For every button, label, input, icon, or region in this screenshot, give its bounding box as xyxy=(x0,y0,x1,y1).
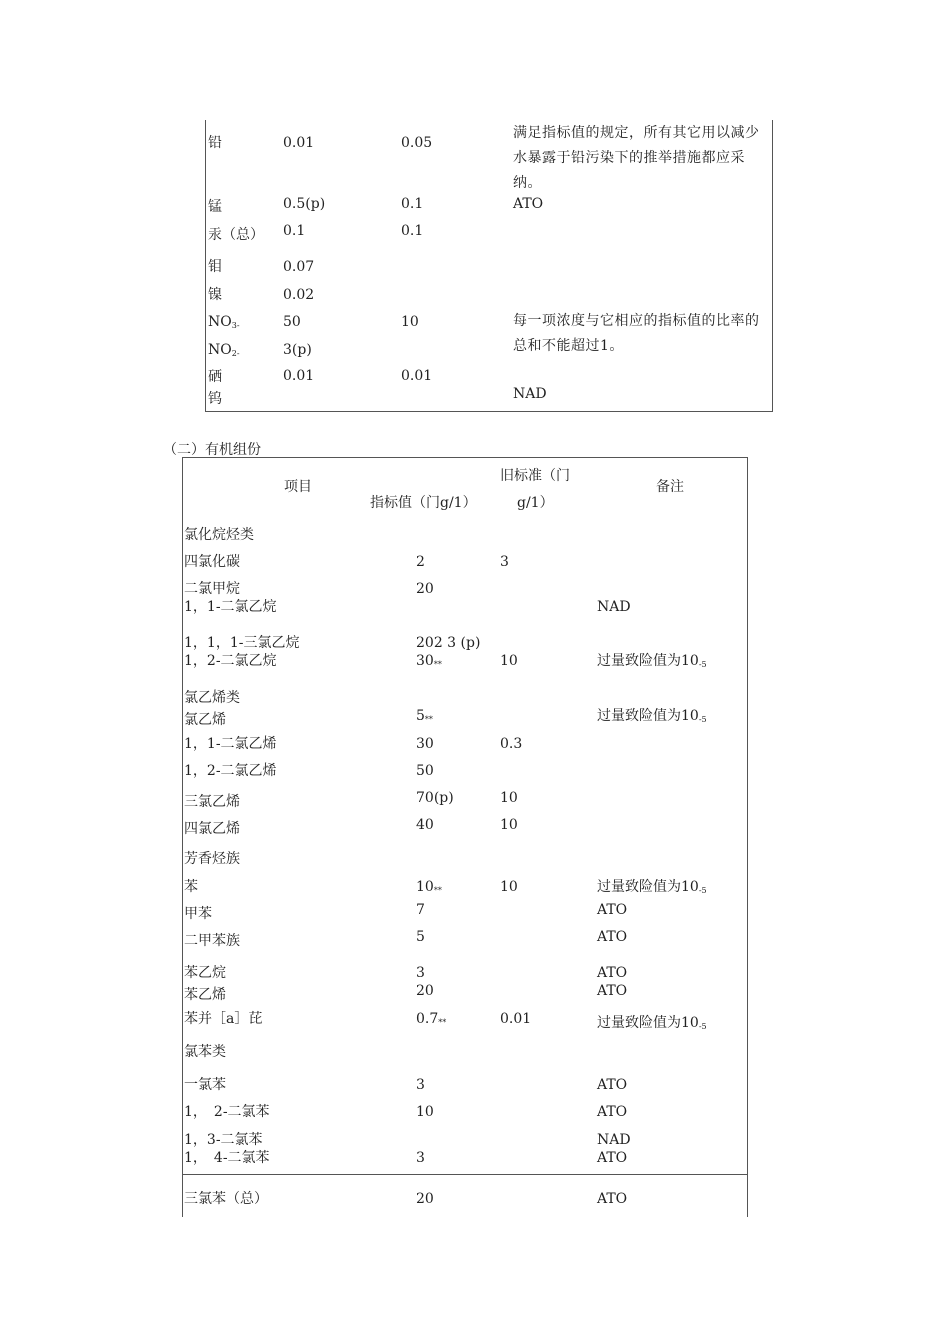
row-bap-old: 0.01 xyxy=(500,1011,532,1027)
row-12dca-note-exponent: -5 xyxy=(698,660,707,669)
row-w-name: 钨 xyxy=(208,391,222,407)
row-13dcb-note: NAD xyxy=(597,1132,631,1148)
row-111tca-value: 202 3 (p) xyxy=(416,635,481,651)
row-no2-subscript: 2- xyxy=(231,349,240,358)
header-old-line2: g/1） xyxy=(517,495,554,511)
row-toluene-note: ATO xyxy=(597,902,628,918)
row-no2-value: 3(p) xyxy=(283,342,312,358)
row-mn-note: ATO xyxy=(513,196,544,212)
row-vc-note-exponent: -5 xyxy=(698,715,707,724)
row-styrene-note: ATO xyxy=(597,983,628,999)
row-xylene-name: 二甲苯族 xyxy=(184,933,240,949)
row-ccl4-old: 3 xyxy=(500,554,509,570)
group-aromatics: 芳香烃族 xyxy=(184,851,240,867)
row-hg-value: 0.1 xyxy=(283,223,306,239)
row-12dcb-name: 1， 2-二氯苯 xyxy=(184,1104,270,1120)
row-pce-name: 四氯乙烯 xyxy=(184,821,240,837)
row-pce-old: 10 xyxy=(500,817,518,833)
row-lead-name: 铅 xyxy=(208,135,222,151)
row-tce-name: 三氯乙烯 xyxy=(184,794,240,810)
header-old-line1: 旧标准（门 xyxy=(500,468,570,484)
row-lead-note: 满足指标值的规定，所有其它用以减少水暴露于铅污染下的推举措施都应采纳。 xyxy=(513,125,760,191)
row-bap-note-exponent: -5 xyxy=(698,1022,707,1031)
row-dcm-name: 二氯甲烷 xyxy=(184,581,240,597)
row-mcb-note: ATO xyxy=(597,1077,628,1093)
row-12dca-value-marker: ** xyxy=(433,660,442,669)
row-ethylbenzene-note: ATO xyxy=(597,965,628,981)
row-ni-value: 0.02 xyxy=(283,287,315,303)
row-12dcb-note: ATO xyxy=(597,1104,628,1120)
row-bap-value-marker: ** xyxy=(438,1018,447,1027)
row-w-note: NAD xyxy=(513,386,547,402)
row-12dce-name: 1，2-二氯乙烯 xyxy=(184,763,277,779)
header-value: 指标值（门g/1） xyxy=(370,495,477,511)
row-no3-value: 50 xyxy=(283,314,301,330)
row-lead-value: 0.01 xyxy=(283,135,315,151)
row-14dcb-name: 1， 4-二氯苯 xyxy=(184,1150,270,1166)
row-toluene-name: 甲苯 xyxy=(184,906,212,922)
row-11dca-note: NAD xyxy=(597,599,631,615)
row-benzene-note-exponent: -5 xyxy=(698,886,707,895)
row-12dce-value: 50 xyxy=(416,763,434,779)
row-12dca-old: 10 xyxy=(500,653,518,669)
row-benzene-value: 10** xyxy=(416,879,442,895)
row-tce-value: 70(p) xyxy=(416,790,454,806)
row-hg-old: 0.1 xyxy=(401,223,424,239)
row-tcb-name: 三氯苯（总） xyxy=(184,1191,268,1207)
row-ni-name: 镍 xyxy=(208,287,222,303)
group-chloroethenes: 氯乙烯类 xyxy=(184,690,240,706)
row-ccl4-value: 2 xyxy=(416,554,425,570)
row-bap-name: 苯并［a］芘 xyxy=(184,1011,263,1027)
row-mcb-name: 一氯苯 xyxy=(184,1077,226,1093)
row-no3-note: 每一项浓度与它相应的指标值的比率的总和不能超过1。 xyxy=(513,313,760,354)
row-no2-name: $NO_{2-}$ xyxy=(208,342,240,358)
row-11dca-name: 1，1-二氯乙烷 xyxy=(184,599,277,615)
row-mo-value: 0.07 xyxy=(283,259,315,275)
row-no3-old: 10 xyxy=(401,314,419,330)
row-vc-value-marker: ** xyxy=(424,715,433,724)
row-xylene-value: 5 xyxy=(416,929,425,945)
row-styrene-value: 20 xyxy=(416,983,434,999)
row-benzene-note: 过量致险值为$10_{-5}$ xyxy=(597,879,707,895)
header-item: 项目 xyxy=(284,479,312,495)
row-hg-name: 汞（总） xyxy=(208,227,264,243)
row-se-value: 0.01 xyxy=(283,368,315,384)
row-tce-old: 10 xyxy=(500,790,518,806)
row-se-old: 0.01 xyxy=(401,368,433,384)
row-ethylbenzene-value: 3 xyxy=(416,965,425,981)
row-xylene-note: ATO xyxy=(597,929,628,945)
row-pce-value: 40 xyxy=(416,817,434,833)
row-ethylbenzene-name: 苯乙烷 xyxy=(184,965,226,981)
row-benzene-value-marker: ** xyxy=(433,886,442,895)
row-mcb-value: 3 xyxy=(416,1077,425,1093)
row-mn-old: 0.1 xyxy=(401,196,424,212)
row-vc-value: 5** xyxy=(416,708,433,724)
row-no3-name: $NO_{3-}$ xyxy=(208,314,240,330)
row-12dcb-value: 10 xyxy=(416,1104,434,1120)
row-dcm-value: 20 xyxy=(416,581,434,597)
row-mn-value: 0.5(p) xyxy=(283,196,326,212)
row-12dca-value: 30** xyxy=(416,653,442,669)
row-tcb-note: ATO xyxy=(597,1191,628,1207)
row-12dca-note: 过量致险值为$10_{-5}$ xyxy=(597,653,707,669)
row-benzene-old: 10 xyxy=(500,879,518,895)
group-chlorobenzenes: 氯苯类 xyxy=(184,1044,226,1060)
row-mn-name: 锰 xyxy=(208,199,222,215)
row-11dce-old: 0.3 xyxy=(500,736,523,752)
row-12dca-name: 1，2-二氯乙烷 xyxy=(184,653,277,669)
row-no3-subscript: 3- xyxy=(231,321,240,330)
row-styrene-name: 苯乙烯 xyxy=(184,987,226,1003)
row-11dce-value: 30 xyxy=(416,736,434,752)
row-14dcb-note: ATO xyxy=(597,1150,628,1166)
row-11dce-name: 1，1-二氯乙烯 xyxy=(184,736,277,752)
row-ccl4-name: 四氯化碳 xyxy=(184,554,240,570)
row-bap-value: 0.7** xyxy=(416,1011,447,1027)
row-lead-old: 0.05 xyxy=(401,135,433,151)
row-se-name: 硒 xyxy=(208,369,222,385)
row-111tca-name: 1，1，1-三氯乙烷 xyxy=(184,635,300,651)
row-14dcb-value: 3 xyxy=(416,1150,425,1166)
group-chloroalkanes: 氯化烷烃类 xyxy=(184,527,254,543)
row-vc-name: 氯乙烯 xyxy=(184,712,226,728)
table-divider xyxy=(182,1174,748,1175)
row-mo-name: 钼 xyxy=(208,259,222,275)
row-13dcb-name: 1，3-二氯苯 xyxy=(184,1132,263,1148)
row-bap-note: 过量致险值为$10_{-5}$ xyxy=(597,1015,707,1031)
row-benzene-name: 苯 xyxy=(184,879,198,895)
row-tcb-value: 20 xyxy=(416,1191,434,1207)
section-title: （二）有机组份 xyxy=(163,442,261,458)
row-vc-note: 过量致险值为$10_{-5}$ xyxy=(597,708,707,724)
row-toluene-value: 7 xyxy=(416,902,425,918)
header-note: 备注 xyxy=(656,479,684,495)
